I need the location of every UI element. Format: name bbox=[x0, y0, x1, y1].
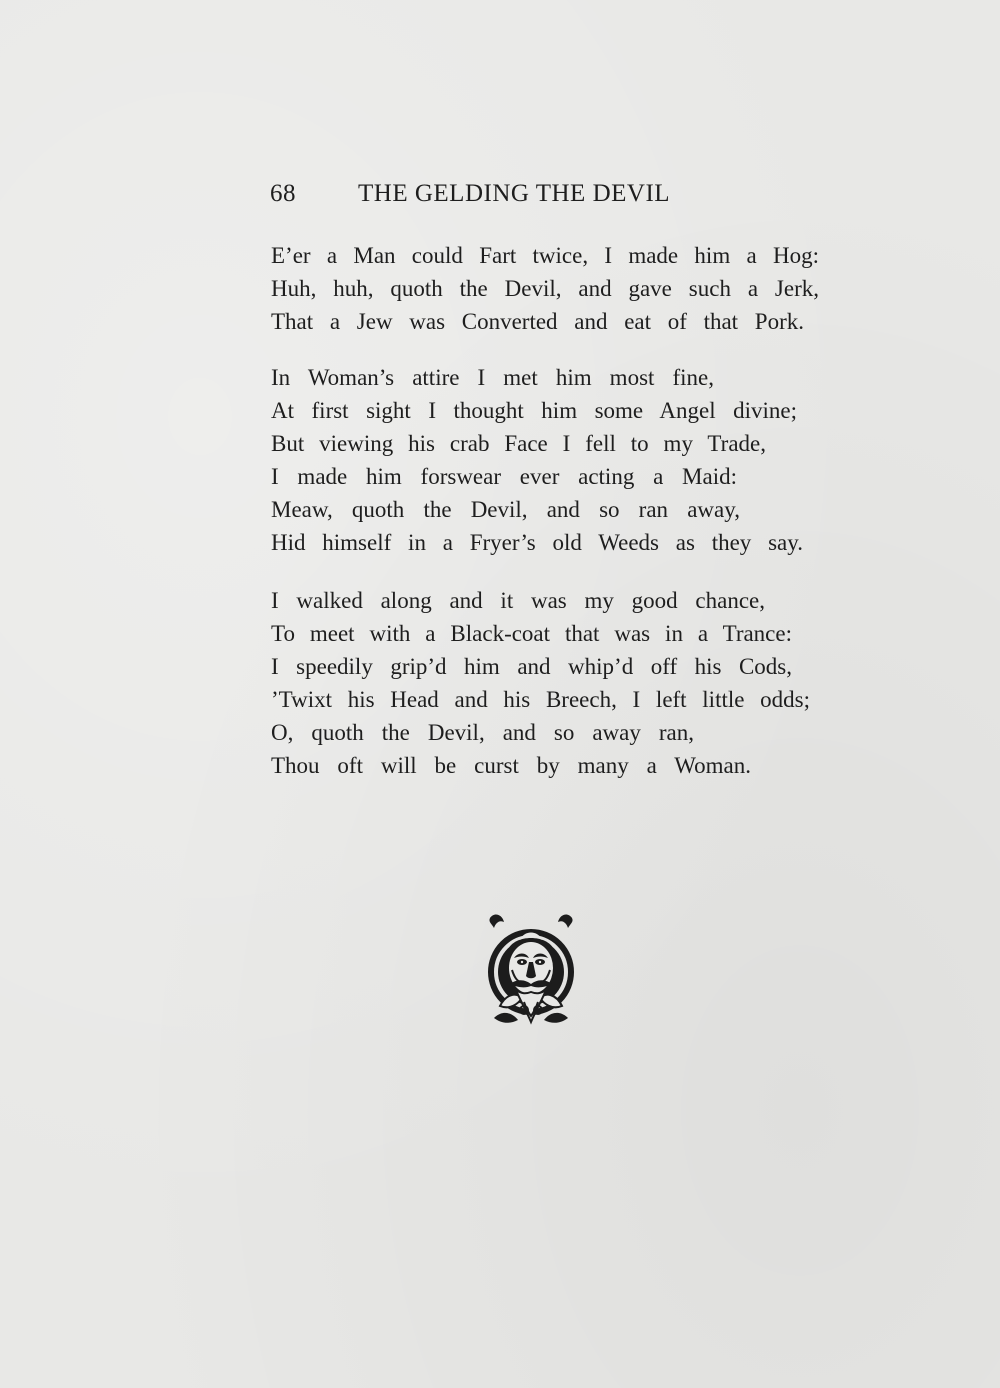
verse-line: ’Twixt his Head and his Breech, I left little odds; bbox=[271, 687, 810, 712]
verse-line: I speedily grip’d him and whip’d off his Cods, bbox=[271, 654, 792, 679]
verse-line: E’er a Man could Fart twice, I made him a Hog: bbox=[271, 243, 819, 268]
verse-line: But viewing his crab Face I fell to my Trade, bbox=[271, 431, 766, 456]
verse-line: Meaw, quoth the Devil, and so ran away, bbox=[271, 497, 740, 522]
page-number: 68 bbox=[270, 180, 296, 207]
verse-line: O, quoth the Devil, and so away ran, bbox=[271, 720, 694, 745]
stanza bbox=[271, 584, 831, 782]
verse-line: At first sight I thought him some Angel divine; bbox=[271, 398, 797, 423]
stanza bbox=[271, 239, 831, 338]
running-title: THE GELDING THE DEVIL bbox=[358, 180, 671, 207]
page-header bbox=[270, 176, 720, 212]
verse-line: Hid himself in a Fryer’s old Weeds as they say. bbox=[271, 530, 803, 555]
verse-line: To meet with a Black-coat that was in a Trance: bbox=[271, 621, 792, 646]
verse-line: That a Jew was Converted and eat of that Pork. bbox=[271, 309, 804, 334]
verse-line: Huh, huh, quoth the Devil, and gave such a Jerk, bbox=[271, 276, 819, 301]
verse-line: In Woman’s attire I met him most fine, bbox=[271, 365, 714, 390]
verse-line: I made him forswear ever acting a Maid: bbox=[271, 464, 737, 489]
devil-face-ornament-icon bbox=[480, 910, 582, 1030]
verse-line: I walked along and it was my good chance, bbox=[271, 588, 765, 613]
stanza bbox=[271, 361, 831, 559]
verse-line: Thou oft will be curst by many a Woman. bbox=[271, 753, 751, 778]
